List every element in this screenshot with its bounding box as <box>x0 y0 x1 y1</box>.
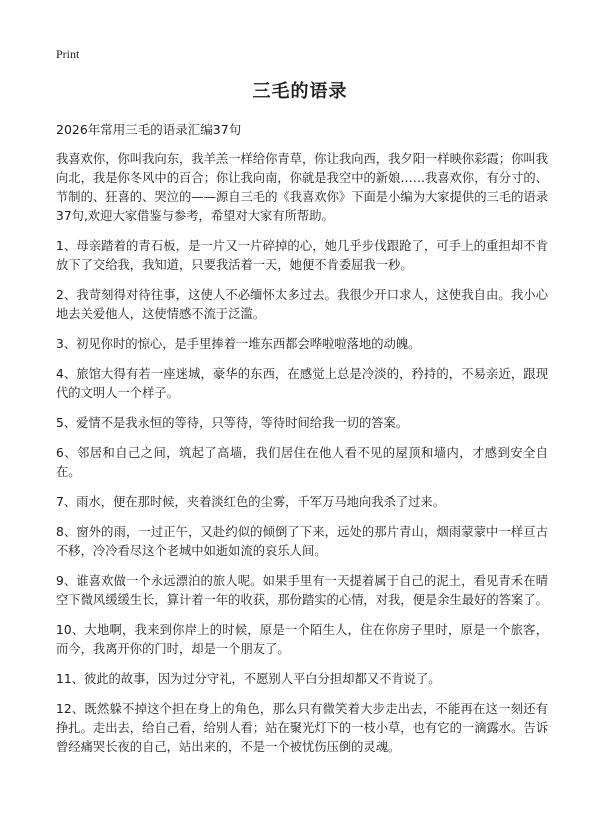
quote-paragraph: 12、既然躲不掉这个担在身上的角色，那么只有微笑着大步走出去，不能再在这一刻还有挣扎。走出去，给自己看，给别人看；站在聚光灯下的一枝小草，也有它的一滴露水。告诉曾经痛哭长夜的自己，站出来的，不是一个被忧伤压倒的灵魂。 <box>56 702 548 754</box>
quote-paragraph: 10、大地啊，我来到你岸上的时候，原是一个陌生人，住在你房子里时，原是一个旅客，而今，我离开你的门时，却是一个朋友了。 <box>56 623 548 656</box>
quote-paragraph: 4、旅馆大得有若一座迷城，豪华的东西，在感觉上总是冷淡的，矜持的，不易亲近，跟现代的文明人一个样子。 <box>56 367 548 400</box>
quote-paragraph: 7、雨水，便在那时候，夹着淡红色的尘雾，千军万马地向我杀了过来。 <box>56 495 446 509</box>
quote-paragraph: 6、邻居和自己之间，筑起了高墙，我们居住在他人看不见的屋顶和墙内，才感到安全自在。 <box>56 446 548 479</box>
quote-paragraph: 2、我苛刻得对待往事，这使人不必缅怀太多过去。我很少开口求人，这使我自由。我小心地去关爱他人，这使情感不流于泛滥。 <box>56 288 548 321</box>
intro-paragraph: 我喜欢你，你叫我向东，我羊羔一样给你青草，你让我向西，我夕阳一样映你彩霞；你叫我向北，我是你冬风中的百合；你让我向南，你就是我空中的新娘……我喜欢你，有分寸的、节制的、狂喜的、哭泣的——源自三毛的《我喜欢你》下面是小编为大家提供的三毛的语录37句,欢迎大家借鉴与参考，希望对大家有所帮助。 <box>56 152 548 223</box>
quote-paragraph: 8、窗外的雨，一过正午，又赴约似的倾倒了下来，远处的那片青山，烟雨蒙蒙中一样亘古不移，冷冷看尽这个老城中如逝如流的哀乐人间。 <box>56 525 548 558</box>
quote-paragraph: 9、谁喜欢做一个永远漂泊的旅人呢。如果手里有一天提着属于自己的泥土，看见青禾在晴空下微风缓缓生长，算计着一年的收获，那份踏实的心情，对我，便是余生最好的答案了。 <box>56 574 548 607</box>
quote-paragraph: 5、爱情不是我永恒的等待，只等待，等待时间给我一切的答案。 <box>56 416 409 430</box>
page-title: 三毛的语录 <box>252 81 348 102</box>
quote-paragraph: 11、彼此的故事，因为过分守礼，不愿别人平白分担却都又不肯说了。 <box>56 672 441 686</box>
quote-paragraph: 1、母亲踏着的青石板，是一片又一片碎掉的心，她几乎步伐跟跄了，可手上的重担却不肯放下了交给我，我知道，只要我活着一天，她便不肯委屈我一秒。 <box>56 239 548 272</box>
print-link[interactable]: Print <box>56 47 80 61</box>
article-body <box>56 150 548 768</box>
page-subtitle: 2026年常用三毛的语录汇编37句 <box>56 122 242 137</box>
quote-paragraph: 3、初见你时的惊心，是手里捧着一堆东西都会哗啦啦落地的动魄。 <box>56 337 421 351</box>
